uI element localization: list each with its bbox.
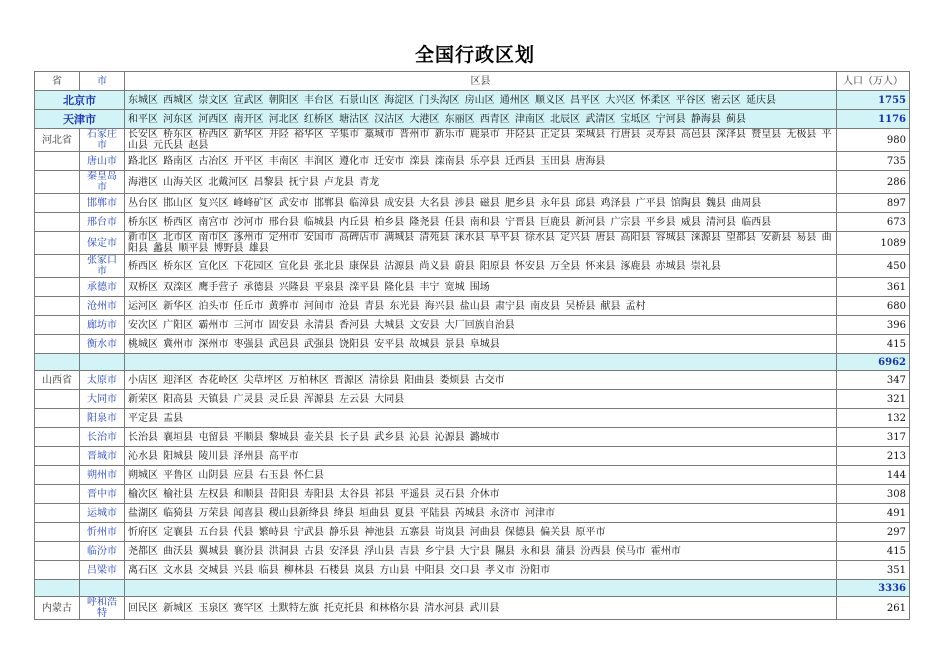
table-row <box>35 171 910 194</box>
page-title: 全国行政区划 <box>414 44 535 66</box>
city-cell[interactable]: 大同市 <box>80 390 125 409</box>
district-cell[interactable]: 平定县 盂县 <box>125 409 837 428</box>
table-row <box>35 390 910 409</box>
province-cell[interactable] <box>35 428 80 447</box>
table-row <box>35 110 910 129</box>
city-cell[interactable]: 邢台市 <box>80 213 125 232</box>
table-row <box>35 428 910 447</box>
district-cell[interactable]: 新荣区 阳高县 天镇县 广灵县 灵丘县 浑源县 左云县 大同县 <box>125 390 837 409</box>
city-cell[interactable]: 朔州市 <box>80 466 125 485</box>
table-row <box>35 523 910 542</box>
city-cell[interactable]: 邯郸市 <box>80 194 125 213</box>
population-cell[interactable]: 897 <box>837 194 910 213</box>
district-cell[interactable]: 榆次区 榆社县 左权县 和顺县 昔阳县 寿阳县 太谷县 祁县 平遥县 灵石县 介休市 <box>125 485 837 504</box>
population-cell[interactable]: 132 <box>837 409 910 428</box>
city-cell[interactable]: 晋中市 <box>80 485 125 504</box>
province-cell[interactable] <box>35 409 80 428</box>
population-cell[interactable]: 396 <box>837 316 910 335</box>
header-city[interactable]: 市 <box>80 72 125 91</box>
population-cell[interactable]: 144 <box>837 466 910 485</box>
table-row <box>35 194 910 213</box>
province-cell[interactable] <box>35 255 80 278</box>
province-cell[interactable] <box>35 213 80 232</box>
city-cell[interactable]: 保定市 <box>80 232 125 255</box>
population-cell[interactable]: 980 <box>837 129 910 152</box>
population-cell[interactable]: 213 <box>837 447 910 466</box>
table-row <box>35 597 910 620</box>
province-cell[interactable] <box>35 390 80 409</box>
city-cell[interactable] <box>80 580 125 597</box>
population-cell[interactable]: 673 <box>837 213 910 232</box>
population-cell[interactable]: 735 <box>837 152 910 171</box>
population-cell[interactable]: 1089 <box>837 232 910 255</box>
table-row <box>35 152 910 171</box>
province-cell[interactable] <box>35 232 80 255</box>
province-cell[interactable]: 河北省 <box>35 129 80 152</box>
table-row <box>35 485 910 504</box>
province-cell[interactable] <box>35 561 80 580</box>
population-cell[interactable]: 1176 <box>837 110 910 129</box>
table-row <box>35 316 910 335</box>
city-cell[interactable]: 长治市 <box>80 428 125 447</box>
district-cell[interactable]: 离石区 文水县 交城县 兴县 临县 柳林县 石楼县 岚县 方山县 中阳县 交口县 孝义市 汾阳市 <box>125 561 837 580</box>
population-cell[interactable]: 261 <box>837 597 910 620</box>
province-cell[interactable]: 北京市 <box>35 91 125 110</box>
district-cell[interactable]: 丛台区 邯山区 复兴区 峰峰矿区 武安市 邯郸县 临漳县 成安县 大名县 涉县 磁县 肥乡县 永年县 邱县 鸡泽县 广平县 馆陶县 魏县 曲周县 <box>125 194 837 213</box>
population-cell[interactable]: 308 <box>837 485 910 504</box>
province-cell[interactable]: 内蒙古 <box>35 597 80 620</box>
city-cell[interactable]: 沧州市 <box>80 297 125 316</box>
district-cell[interactable]: 安次区 广阳区 霸州市 三河市 固安县 永清县 香河县 大城县 文安县 大厂回族自治县 <box>125 316 837 335</box>
table-row <box>35 213 910 232</box>
district-cell[interactable]: 回民区 新城区 玉泉区 赛罕区 土默特左旗 托克托县 和林格尔县 清水河县 武川县 <box>125 597 837 620</box>
table-row <box>35 255 910 278</box>
district-cell[interactable] <box>125 580 837 597</box>
city-cell[interactable]: 唐山市 <box>80 152 125 171</box>
header-population[interactable]: 人口（万人） <box>837 72 910 91</box>
province-cell[interactable]: 山西省 <box>35 371 80 390</box>
population-cell[interactable]: 286 <box>837 171 910 194</box>
city-cell[interactable]: 运城市 <box>80 504 125 523</box>
population-cell[interactable]: 415 <box>837 542 910 561</box>
district-cell[interactable]: 盐湖区 临猗县 万荣县 闻喜县 稷山县新绛县 绛县 垣曲县 夏县 平陆县 芮城县 永济市 河津市 <box>125 504 837 523</box>
subtotal-row <box>35 354 910 371</box>
province-cell[interactable] <box>35 542 80 561</box>
population-cell[interactable]: 680 <box>837 297 910 316</box>
table-row <box>35 561 910 580</box>
province-cell[interactable] <box>35 447 80 466</box>
district-cell[interactable]: 长安区 桥东区 桥西区 新华区 井陉 裕华区 辛集市 藁城市 晋州市 新乐市 鹿泉市 井陉县 正定县 栾城县 行唐县 灵寿县 高邑县 深泽县 赞皇县 无极县 平山县 元氏县 赵县 <box>125 129 837 152</box>
city-cell[interactable] <box>80 354 125 371</box>
header-district[interactable]: 区县 <box>125 72 837 91</box>
district-cell[interactable]: 朔城区 平鲁区 山阴县 应县 右玉县 怀仁县 <box>125 466 837 485</box>
city-cell[interactable]: 石家庄市 <box>80 129 125 152</box>
population-cell[interactable]: 415 <box>837 335 910 354</box>
district-cell[interactable]: 尧都区 曲沃县 翼城县 襄汾县 洪洞县 古县 安泽县 浮山县 吉县 乡宁县 大宁县 隰县 永和县 蒲县 汾西县 侯马市 霍州市 <box>125 542 837 561</box>
district-cell[interactable]: 沁水县 阳城县 陵川县 泽州县 高平市 <box>125 447 837 466</box>
district-cell[interactable] <box>125 354 837 371</box>
district-cell[interactable]: 海港区 山海关区 北戴河区 昌黎县 抚宁县 卢龙县 青龙 <box>125 171 837 194</box>
admin-division-table <box>34 71 910 620</box>
province-cell[interactable] <box>35 316 80 335</box>
city-cell[interactable]: 临汾市 <box>80 542 125 561</box>
population-cell[interactable]: 3336 <box>837 580 910 597</box>
city-cell[interactable]: 张家口市 <box>80 255 125 278</box>
district-cell[interactable]: 桥东区 桥西区 南宫市 沙河市 邢台县 临城县 内丘县 柏乡县 隆尧县 任县 南和县 宁晋县 巨鹿县 新河县 广宗县 平乡县 威县 清河县 临西县 <box>125 213 837 232</box>
table-row <box>35 466 910 485</box>
table-row <box>35 447 910 466</box>
district-cell[interactable]: 小店区 迎泽区 杏花岭区 尖草坪区 万柏林区 晋源区 清徐县 阳曲县 娄烦县 古交市 <box>125 371 837 390</box>
city-cell[interactable]: 太原市 <box>80 371 125 390</box>
table-header-row <box>35 72 910 91</box>
city-cell[interactable]: 吕梁市 <box>80 561 125 580</box>
table-row <box>35 409 910 428</box>
district-cell[interactable]: 新市区 北市区 南市区 涿州市 定州市 安国市 高碑店市 满城县 清苑县 涞水县 阜平县 徐水县 定兴县 唐县 高阳县 容城县 涞源县 望都县 安新县 易县 曲阳县 蠡县 顺平县 博野县 雄县 <box>125 232 837 255</box>
province-cell[interactable] <box>35 485 80 504</box>
population-cell[interactable]: 317 <box>837 428 910 447</box>
population-cell[interactable]: 6962 <box>837 354 910 371</box>
province-cell[interactable] <box>35 354 80 371</box>
subtotal-row <box>35 580 910 597</box>
city-cell[interactable]: 忻州市 <box>80 523 125 542</box>
district-cell[interactable]: 桃城区 冀州市 深州市 枣强县 武邑县 武强县 饶阳县 安平县 故城县 景县 阜城县 <box>125 335 837 354</box>
district-cell[interactable]: 东城区 西城区 崇文区 宣武区 朝阳区 丰台区 石景山区 海淀区 门头沟区 房山区 通州区 顺义区 昌平区 大兴区 怀柔区 平谷区 密云区 延庆县 <box>125 91 837 110</box>
city-cell[interactable]: 承德市 <box>80 278 125 297</box>
header-province[interactable]: 省 <box>35 72 80 91</box>
table-row <box>35 129 910 152</box>
district-cell[interactable]: 路北区 路南区 古冶区 开平区 丰南区 丰润区 遵化市 迁安市 滦县 滦南县 乐亭县 迁西县 玉田县 唐海县 <box>125 152 837 171</box>
population-cell[interactable]: 347 <box>837 371 910 390</box>
table-row <box>35 371 910 390</box>
table-row <box>35 504 910 523</box>
province-cell[interactable] <box>35 466 80 485</box>
population-cell[interactable]: 361 <box>837 278 910 297</box>
population-cell[interactable]: 351 <box>837 561 910 580</box>
city-cell[interactable]: 呼和浩特 <box>80 597 125 620</box>
district-cell[interactable]: 桥西区 桥东区 宣化区 下花园区 宣化县 张北县 康保县 沽源县 尚义县 蔚县 阳原县 怀安县 万全县 怀来县 涿鹿县 赤城县 崇礼县 <box>125 255 837 278</box>
province-cell[interactable] <box>35 152 80 171</box>
district-cell[interactable]: 运河区 新华区 泊头市 任丘市 黄骅市 河间市 沧县 青县 东光县 海兴县 盐山县 肃宁县 南皮县 吴桥县 献县 孟村 <box>125 297 837 316</box>
table-row <box>35 542 910 561</box>
province-cell[interactable] <box>35 297 80 316</box>
table-row <box>35 91 910 110</box>
population-cell[interactable]: 321 <box>837 390 910 409</box>
table-row <box>35 232 910 255</box>
district-cell[interactable]: 长治县 襄垣县 屯留县 平顺县 黎城县 壶关县 长子县 武乡县 沁县 沁源县 潞城市 <box>125 428 837 447</box>
population-cell[interactable]: 297 <box>837 523 910 542</box>
city-cell[interactable]: 阳泉市 <box>80 409 125 428</box>
district-cell[interactable]: 和平区 河东区 河西区 南开区 河北区 红桥区 塘沽区 汉沽区 大港区 东丽区 西青区 津南区 北辰区 武清区 宝坻区 宁河县 静海县 蓟县 <box>125 110 837 129</box>
province-cell[interactable] <box>35 504 80 523</box>
province-cell[interactable] <box>35 278 80 297</box>
province-cell[interactable] <box>35 194 80 213</box>
table-row <box>35 335 910 354</box>
district-cell[interactable]: 双桥区 双滦区 鹰手营子 承德县 兴隆县 平泉县 滦平县 隆化县 丰宁 宽城 围场 <box>125 278 837 297</box>
population-cell[interactable]: 491 <box>837 504 910 523</box>
province-cell[interactable]: 天津市 <box>35 110 125 129</box>
population-cell[interactable]: 1755 <box>837 91 910 110</box>
table-row <box>35 297 910 316</box>
province-cell[interactable] <box>35 523 80 542</box>
city-cell[interactable]: 晋城市 <box>80 447 125 466</box>
table-row <box>35 278 910 297</box>
province-cell[interactable] <box>35 171 80 194</box>
province-cell[interactable] <box>35 335 80 354</box>
city-cell[interactable]: 衡水市 <box>80 335 125 354</box>
population-cell[interactable]: 450 <box>837 255 910 278</box>
province-cell[interactable] <box>35 580 80 597</box>
city-cell[interactable]: 廊坊市 <box>80 316 125 335</box>
district-cell[interactable]: 忻府区 定襄县 五台县 代县 繁峙县 宁武县 静乐县 神池县 五寨县 岢岚县 河曲县 保德县 偏关县 原平市 <box>125 523 837 542</box>
city-cell[interactable]: 秦皇岛市 <box>80 171 125 194</box>
